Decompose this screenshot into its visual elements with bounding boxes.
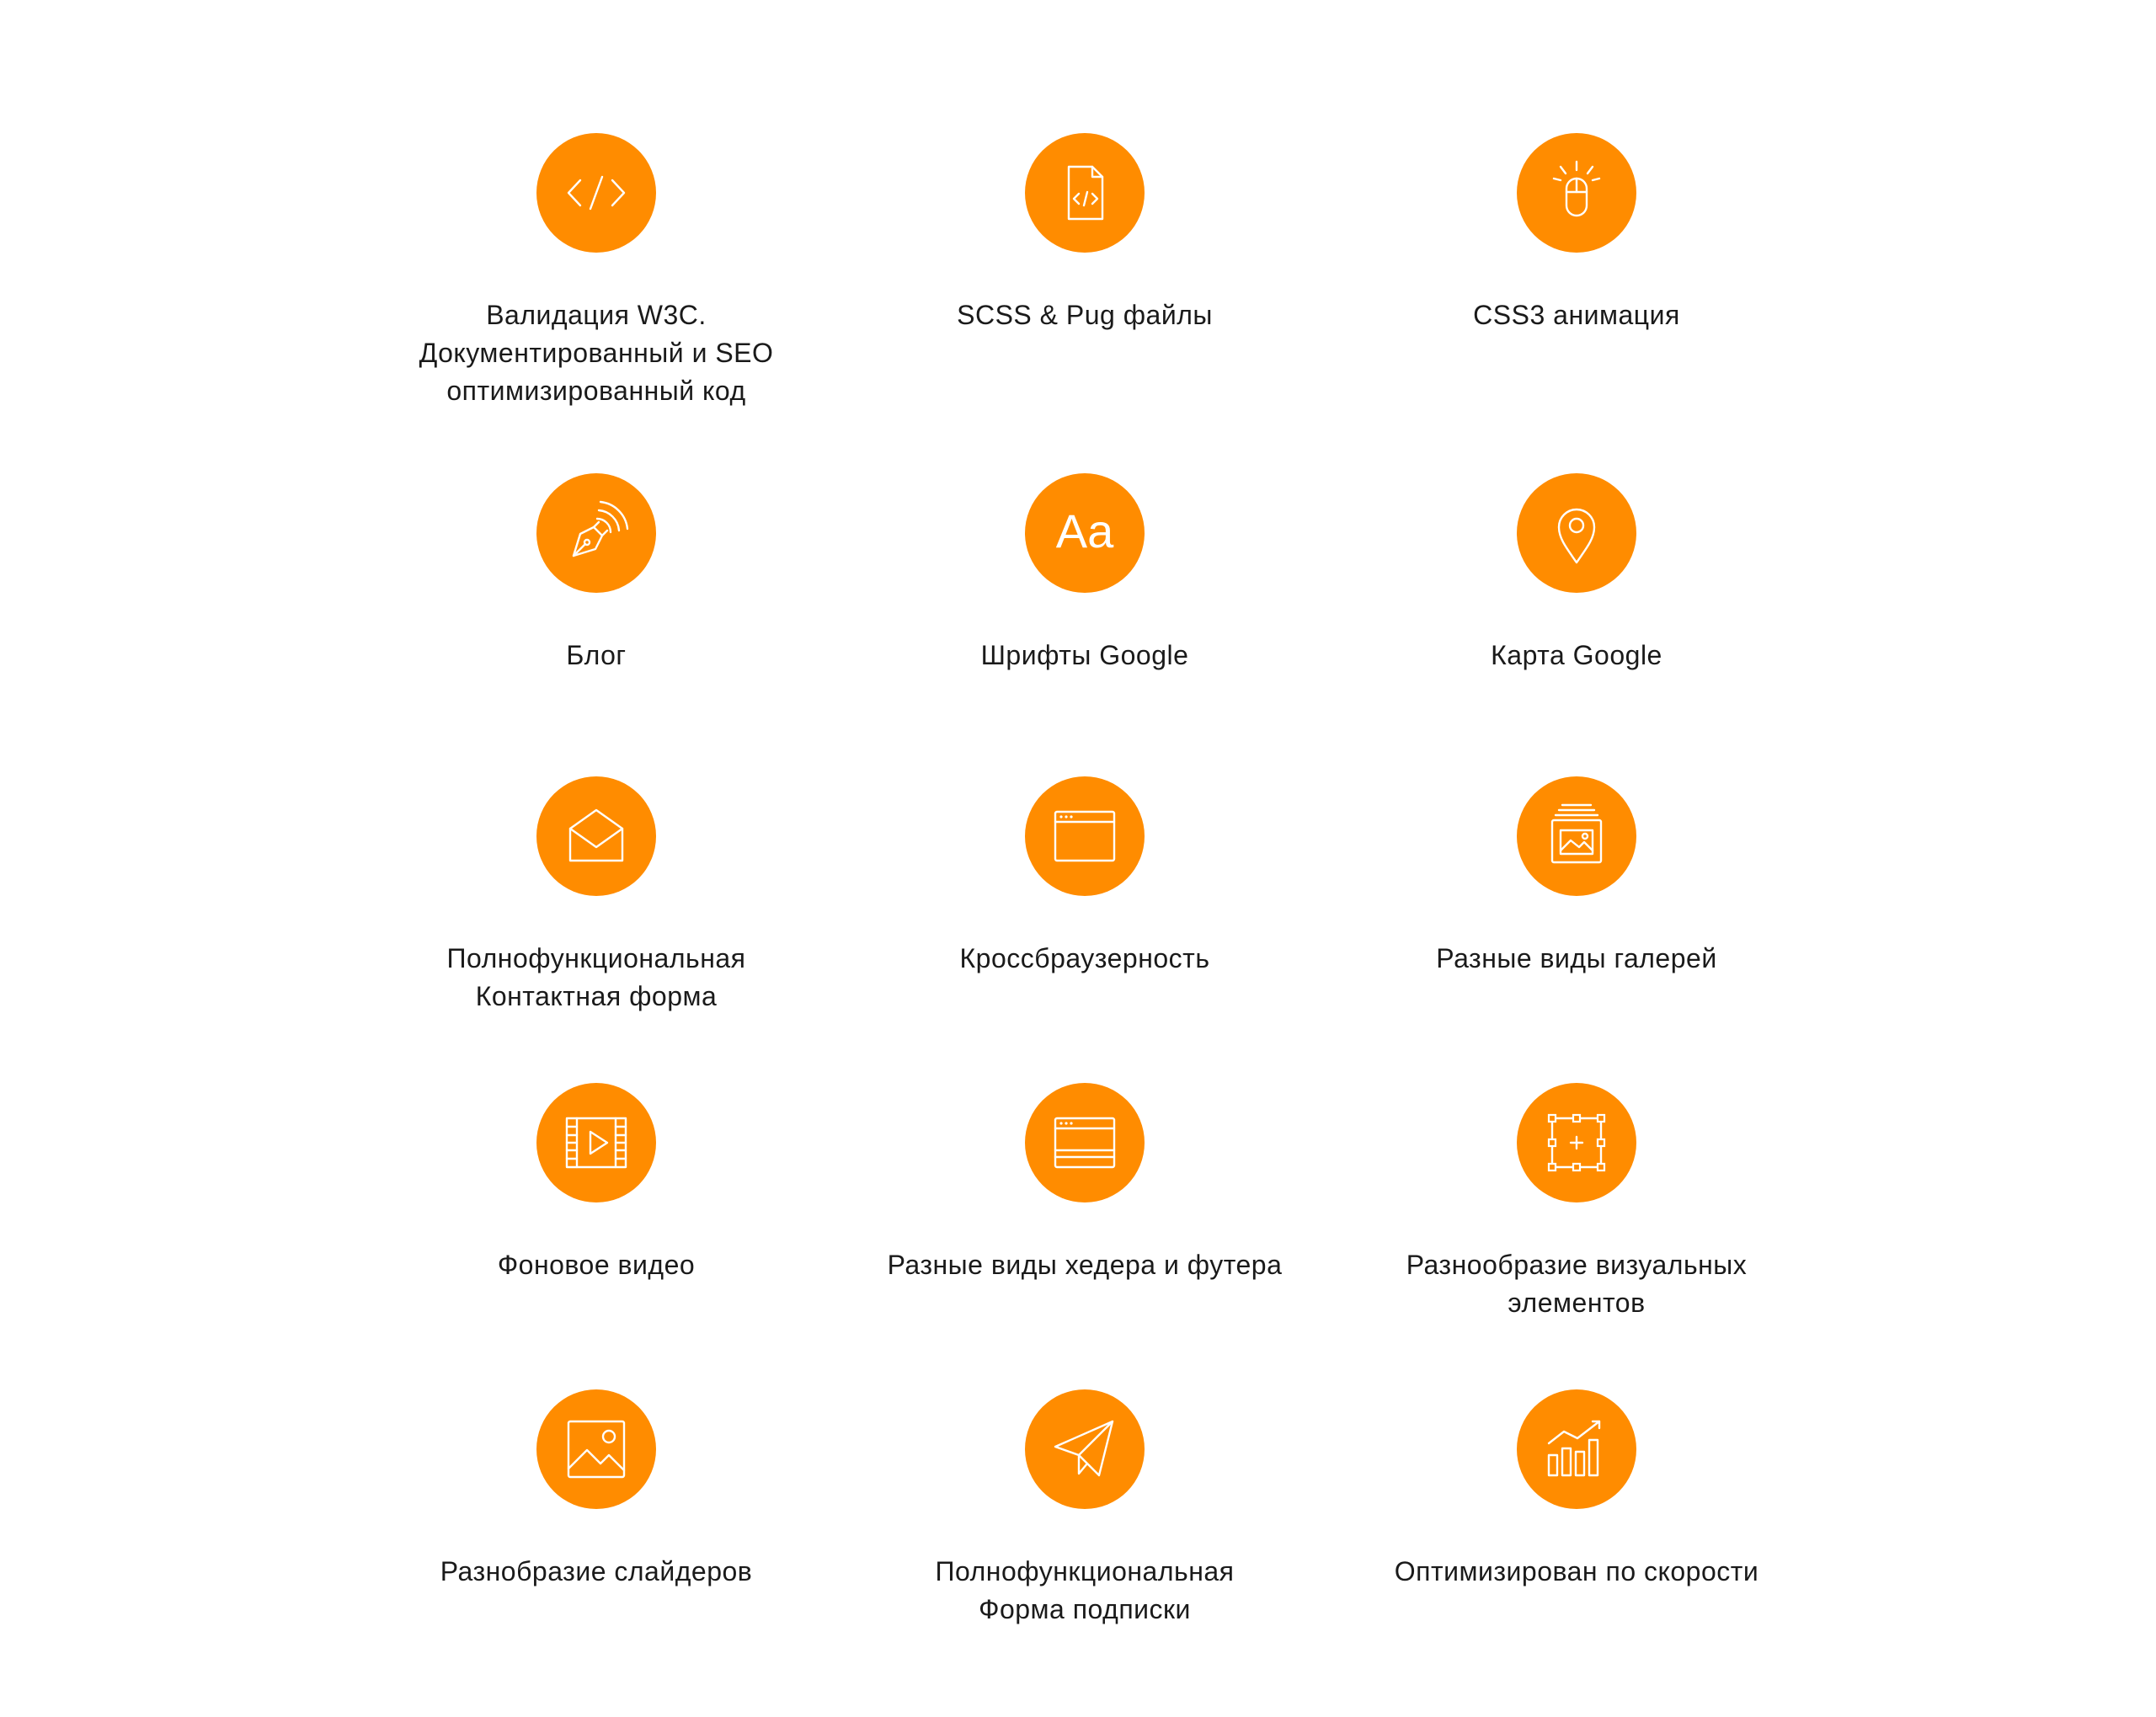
feature-validation <box>360 133 832 410</box>
feature-icon-circle <box>1025 473 1145 593</box>
feature-icon-circle <box>536 776 656 896</box>
code-icon <box>560 157 632 229</box>
image-icon <box>560 1413 632 1485</box>
selection-frame-icon <box>1540 1106 1613 1179</box>
feature-label: Шрифты Google <box>980 640 1189 670</box>
feature-subscribe-form <box>849 1389 1321 1629</box>
feature-label: Фоновое видео <box>497 1250 696 1280</box>
gallery-icon <box>1540 800 1613 872</box>
browser-window-icon <box>1049 800 1121 872</box>
feature-background-video <box>360 1083 832 1284</box>
feature-icon-circle <box>1517 1083 1636 1202</box>
feature-icon-circle <box>1025 776 1145 896</box>
header-footer-icon <box>1049 1106 1121 1179</box>
feature-visual-elements <box>1341 1083 1812 1322</box>
feature-label: Карта Google <box>1491 640 1662 670</box>
feature-label: SCSS & Pug файлы <box>957 300 1213 330</box>
feature-label: Разнобразие слайдеров <box>440 1556 753 1586</box>
feature-speed-optimized <box>1341 1389 1812 1591</box>
feature-icon-circle <box>536 1083 656 1202</box>
video-film-icon <box>560 1106 632 1179</box>
feature-icon-circle <box>1517 473 1636 593</box>
font-icon-glyph: Aa <box>1055 504 1114 557</box>
feature-label: Полнофункциональная Форма подписки <box>935 1556 1235 1624</box>
feature-icon-circle <box>1025 1389 1145 1509</box>
feature-icon-circle <box>536 473 656 593</box>
mouse-click-icon <box>1540 157 1613 229</box>
map-pin-icon <box>1540 497 1613 569</box>
feature-label: Блог <box>566 640 627 670</box>
feature-icon-circle <box>1517 776 1636 896</box>
feature-cross-browser <box>849 776 1321 978</box>
feature-label: Оптимизирован по скорости <box>1394 1556 1759 1586</box>
paper-plane-icon <box>1049 1413 1121 1485</box>
feature-sliders <box>360 1389 832 1591</box>
envelope-icon <box>560 800 632 872</box>
feature-galleries <box>1341 776 1812 978</box>
feature-icon-circle <box>536 1389 656 1509</box>
feature-label: Полнофункциональная Контактная форма <box>446 943 746 1011</box>
feature-label: Кроссбраузерность <box>959 943 1210 973</box>
feature-icon-circle <box>1025 133 1145 253</box>
feature-icon-circle <box>1025 1083 1145 1202</box>
feature-contact-form <box>360 776 832 1016</box>
growth-chart-icon <box>1540 1413 1613 1485</box>
feature-google-fonts <box>849 473 1321 675</box>
feature-google-map <box>1341 473 1812 675</box>
feature-icon-circle <box>1517 133 1636 253</box>
feature-scss-pug <box>849 133 1321 334</box>
feature-icon-circle <box>536 133 656 253</box>
feature-icon-circle <box>1517 1389 1636 1509</box>
feature-label: Валидация W3C. Документированный и SEO оптимизированный код <box>419 300 774 406</box>
feature-label: CSS3 анимация <box>1473 300 1680 330</box>
feature-label: Разнообразие визуальных элементов <box>1406 1250 1748 1318</box>
code-file-icon <box>1049 157 1121 229</box>
feature-blog <box>360 473 832 675</box>
pen-feed-icon <box>560 497 632 569</box>
font-icon <box>1049 497 1121 569</box>
feature-header-footer <box>849 1083 1321 1284</box>
feature-label: Разные виды хедера и футера <box>887 1250 1283 1280</box>
feature-label: Разные виды галерей <box>1436 943 1717 973</box>
feature-css3-animation <box>1341 133 1812 334</box>
